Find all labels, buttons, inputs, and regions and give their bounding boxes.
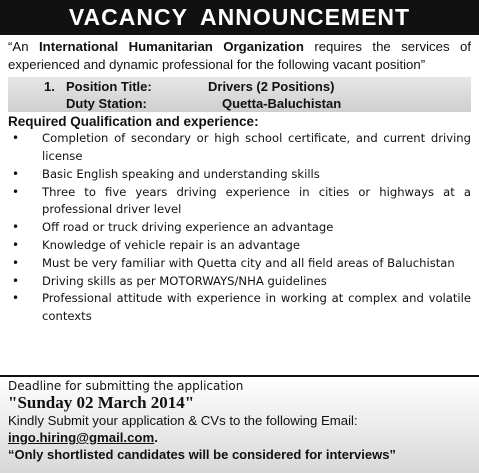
- intro-suffix: requires the services of experienced and dynamic professional for the following vacant position”: [8, 39, 472, 72]
- email-period: .: [154, 430, 158, 445]
- requirement-text: Basic English speaking and understanding skills: [42, 166, 320, 181]
- bullet-icon: •: [12, 291, 20, 306]
- shortlist-note: “Only shortlisted candidates will be considered for interviews”: [8, 447, 396, 462]
- requirements-heading: Required Qualification and experience:: [8, 114, 259, 130]
- requirements-list: [8, 130, 471, 326]
- duty-station-label: Duty Station:: [66, 96, 147, 112]
- requirement-item: [8, 290, 471, 326]
- bullet-icon: •: [12, 220, 20, 235]
- requirement-text: Three to five years driving experience in cities or highways at a professional driver level: [42, 184, 471, 217]
- requirement-item: [8, 237, 471, 255]
- duty-station-row: [8, 95, 471, 112]
- position-title-value: Drivers (2 Positions): [208, 79, 335, 95]
- bullet-icon: •: [12, 237, 20, 252]
- bullet-icon: •: [12, 166, 20, 181]
- intro-prefix: “An: [8, 39, 39, 54]
- bullet-icon: •: [12, 255, 20, 270]
- requirement-text: Professional attitude with experience in working at complex and volatile contexts: [42, 291, 471, 324]
- requirement-item: [8, 184, 471, 220]
- position-details: [8, 77, 471, 112]
- position-title-label: Position Title:: [66, 79, 152, 95]
- deadline-section: [0, 375, 479, 473]
- requirement-item: [8, 273, 471, 291]
- requirement-text: Off road or truck driving experience an advantage: [42, 220, 334, 235]
- announcement-body: [8, 38, 471, 326]
- bullet-icon: •: [12, 131, 20, 146]
- position-title-row: [8, 78, 471, 95]
- page-title: VACANCY ANNOUNCEMENT: [0, 0, 479, 35]
- requirement-text: Driving skills as per MOTORWAYS/NHA guidelines: [42, 273, 327, 288]
- email-line: [8, 429, 471, 446]
- position-number: 1.: [44, 79, 55, 95]
- requirement-text: Completion of secondary or high school certificate, and current driving license: [42, 131, 471, 163]
- deadline-label: Deadline for submitting the application: [8, 379, 244, 393]
- bullet-icon: •: [12, 184, 20, 199]
- intro-paragraph: [8, 38, 471, 73]
- requirement-text: Must be very familiar with Quetta city and all field areas of Baluchistan: [42, 255, 455, 270]
- deadline-date: "Sunday 02 March 2014": [8, 393, 195, 412]
- requirement-text: Knowledge of vehicle repair is an advantage: [42, 237, 301, 252]
- requirement-item: [8, 255, 471, 273]
- submit-instructions: Kindly Submit your application & CVs to the following Email:: [8, 413, 358, 428]
- requirement-item: [8, 130, 471, 166]
- requirement-item: [8, 166, 471, 184]
- email-link[interactable]: ingo.hiring@gmail.com: [8, 430, 155, 445]
- requirement-item: [8, 219, 471, 237]
- duty-station-value: Quetta-Baluchistan: [222, 96, 342, 112]
- organization-name: International Humanitarian Organization: [38, 39, 304, 54]
- bullet-icon: •: [12, 273, 20, 288]
